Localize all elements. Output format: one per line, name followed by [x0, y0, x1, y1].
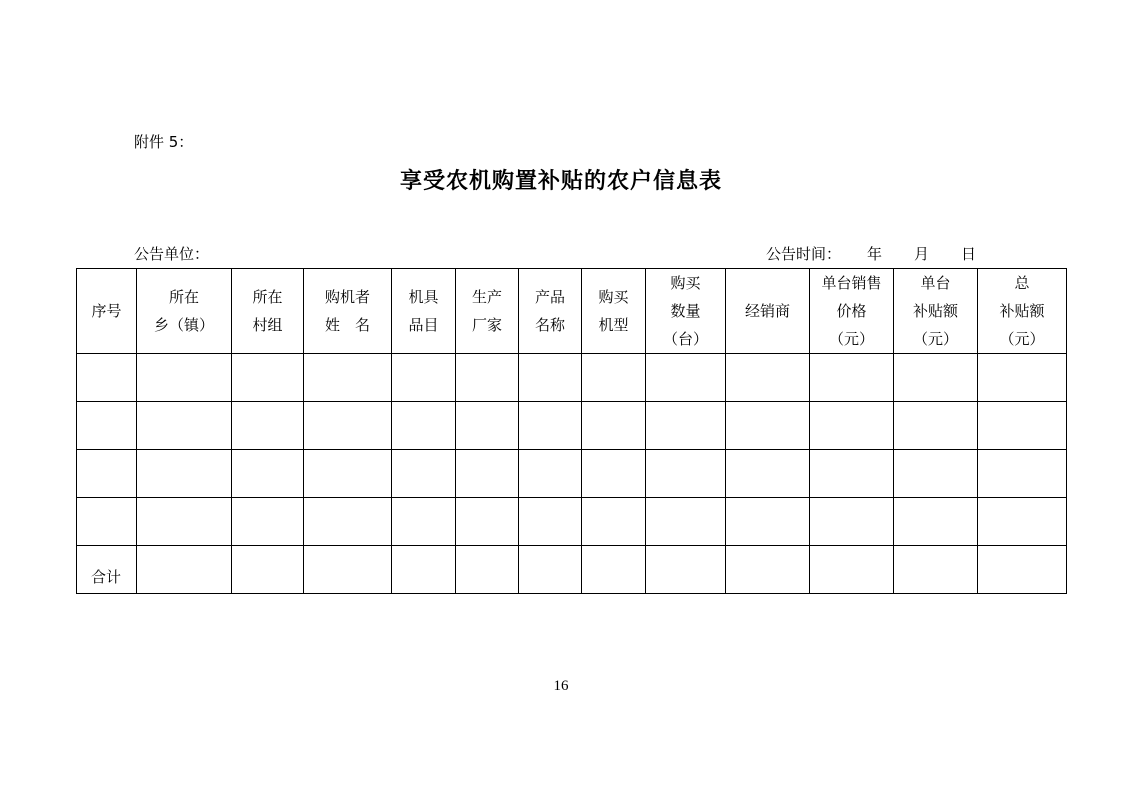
table-cell[interactable] [77, 402, 137, 450]
table-cell[interactable] [978, 498, 1067, 546]
table-cell[interactable] [392, 402, 456, 450]
table-cell[interactable] [582, 498, 646, 546]
page-number: 16 [553, 678, 569, 694]
day-label: 日 [961, 245, 977, 263]
table-cell[interactable] [894, 402, 978, 450]
table-cell[interactable] [726, 450, 810, 498]
table-cell[interactable] [232, 546, 304, 594]
table-cell[interactable] [810, 498, 894, 546]
year-label: 年 [867, 245, 883, 263]
header-cell: 机具 品目 [392, 269, 456, 354]
table-row [77, 354, 1067, 402]
total-label: 合计 [77, 546, 137, 594]
table-cell[interactable] [978, 546, 1067, 594]
table-cell[interactable] [519, 450, 582, 498]
table-cell[interactable] [137, 498, 232, 546]
header-cell: 单台 补贴额 （元） [894, 269, 978, 354]
header-cell: 购买 数量 （台） [646, 269, 726, 354]
table-cell[interactable] [392, 354, 456, 402]
table-cell[interactable] [519, 402, 582, 450]
table-cell[interactable] [894, 546, 978, 594]
table-cell[interactable] [810, 546, 894, 594]
table-cell[interactable] [810, 450, 894, 498]
table-body [77, 354, 1067, 594]
table-cell[interactable] [519, 546, 582, 594]
table-cell[interactable] [77, 354, 137, 402]
table-cell[interactable] [978, 450, 1067, 498]
table-cell[interactable] [726, 546, 810, 594]
table-cell[interactable] [304, 498, 392, 546]
table-cell[interactable] [77, 450, 137, 498]
table-cell[interactable] [232, 450, 304, 498]
header-cell: 生产 厂家 [456, 269, 519, 354]
table-cell[interactable] [978, 402, 1067, 450]
table-cell[interactable] [894, 354, 978, 402]
header-cell: 序号 [77, 269, 137, 354]
attachment-label: 附件 5： [134, 133, 194, 151]
table-cell[interactable] [456, 546, 519, 594]
table-row [77, 450, 1067, 498]
table-row [77, 402, 1067, 450]
table-cell[interactable] [726, 402, 810, 450]
table-cell[interactable] [978, 354, 1067, 402]
header-cell: 所在 乡（镇） [137, 269, 232, 354]
table-cell[interactable] [232, 354, 304, 402]
table-cell[interactable] [894, 450, 978, 498]
table-cell[interactable] [392, 498, 456, 546]
table-cell[interactable] [392, 450, 456, 498]
table-cell[interactable] [304, 402, 392, 450]
table-cell[interactable] [232, 402, 304, 450]
header-cell: 购机者 姓 名 [304, 269, 392, 354]
table-cell[interactable] [646, 402, 726, 450]
table-cell[interactable] [304, 546, 392, 594]
document-title: 享受农机购置补贴的农户信息表 [399, 169, 722, 194]
table-cell[interactable] [646, 354, 726, 402]
announce-time-label: 公告时间： [766, 245, 842, 263]
table-cell[interactable] [810, 402, 894, 450]
table-cell[interactable] [456, 450, 519, 498]
table-cell[interactable] [646, 546, 726, 594]
table-cell[interactable] [582, 402, 646, 450]
table-cell[interactable] [137, 354, 232, 402]
header-cell: 购买 机型 [582, 269, 646, 354]
table-cell[interactable] [137, 402, 232, 450]
total-row [77, 546, 1067, 594]
announce-time [766, 244, 976, 264]
table-cell[interactable] [726, 498, 810, 546]
announce-unit-label: 公告单位： [134, 245, 210, 263]
table-cell[interactable] [232, 498, 304, 546]
header-cell: 单台销售 价格 （元） [810, 269, 894, 354]
table-cell[interactable] [137, 546, 232, 594]
table-cell[interactable] [304, 354, 392, 402]
table-cell[interactable] [456, 498, 519, 546]
header-cell: 产品 名称 [519, 269, 582, 354]
table-cell[interactable] [456, 402, 519, 450]
header-cell: 经销商 [726, 269, 810, 354]
table-cell[interactable] [646, 450, 726, 498]
table-cell[interactable] [304, 450, 392, 498]
month-label: 月 [914, 245, 930, 263]
table-cell[interactable] [582, 546, 646, 594]
table-cell[interactable] [519, 354, 582, 402]
table-cell[interactable] [392, 546, 456, 594]
header-row [77, 269, 1067, 354]
table-cell[interactable] [894, 498, 978, 546]
table-cell[interactable] [726, 354, 810, 402]
table-cell[interactable] [456, 354, 519, 402]
table-cell[interactable] [519, 498, 582, 546]
table-cell[interactable] [582, 354, 646, 402]
table-cell[interactable] [646, 498, 726, 546]
header-cell: 所在 村组 [232, 269, 304, 354]
table-cell[interactable] [137, 450, 232, 498]
table-cell[interactable] [810, 354, 894, 402]
farmer-info-table [76, 268, 1067, 594]
table-cell[interactable] [77, 498, 137, 546]
header-cell: 总 补贴额 （元） [978, 269, 1067, 354]
table-row [77, 498, 1067, 546]
table-cell[interactable] [582, 450, 646, 498]
